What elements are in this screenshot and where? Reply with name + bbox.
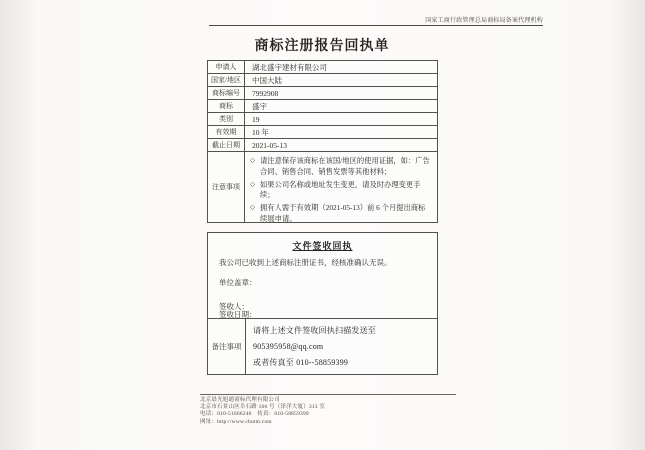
signer-label: 签收人：	[219, 302, 249, 311]
receipt-section-title: 文件签收回执	[292, 241, 353, 251]
row-label: 有效期	[208, 126, 245, 138]
note-item	[250, 203, 431, 224]
header-rule	[209, 25, 543, 26]
table-row-notes	[208, 152, 437, 222]
table-row-class	[208, 113, 437, 126]
note-text: 请注意保存该商标在该国/地区的使用证据，如：广告合同、销售合同、销售发票等其他材料；	[260, 156, 430, 176]
row-label: 截止日期	[208, 139, 245, 151]
row-label: 国家/地区	[208, 74, 245, 86]
notes-list	[245, 152, 437, 222]
row-label: 商标编号	[208, 87, 245, 99]
note-text: 拥有人需于有效期（2021-05-13）前 6 个月提出商标续展申请。	[260, 203, 426, 223]
receipt-statement: 我公司已收到上述商标注册证书，经核准确认无误。	[219, 258, 392, 267]
row-label: 申请人	[208, 61, 245, 73]
row-value: 湖北盛宇建材有限公司	[252, 62, 327, 72]
diamond-bullet-icon: ◇	[250, 180, 255, 188]
footer-address: 北京市石景山区阜石路 166 号（泽洋大厦）313 室	[200, 404, 326, 411]
row-label: 类别	[208, 113, 245, 125]
row-label: 注意事项	[208, 152, 245, 222]
table-row-country	[208, 74, 437, 87]
note-item	[250, 156, 431, 177]
sign-date-label: 签收日期：	[219, 310, 257, 319]
receipt-body	[208, 233, 437, 318]
footer-phone-fax: 电话：010-51666240 传真：010-58859399	[200, 411, 309, 418]
table-row-deadline	[208, 139, 437, 152]
row-value: 7992908	[252, 88, 279, 98]
diamond-bullet-icon: ◇	[250, 204, 255, 211]
row-value: 10 年	[252, 127, 269, 137]
remark-label: 备注事项	[208, 319, 246, 374]
agency-footer	[200, 394, 456, 426]
footer-website: 网址：http://www.chutm.com	[200, 418, 272, 425]
diamond-bullet-icon: ◇	[250, 157, 255, 164]
note-text: 如果公司名称或地址发生变更，请及时办理变更手续；	[260, 179, 421, 199]
page-title: 商标注册报告回执单	[254, 39, 390, 54]
row-value: 2021-05-13	[252, 140, 287, 150]
trademark-info-table	[207, 60, 438, 223]
row-value: 盛宇	[252, 101, 267, 111]
table-row-validity	[208, 126, 437, 139]
table-row-trademark-number	[208, 87, 437, 100]
remark-line-fax: 或者传真至 010--58859399	[253, 358, 349, 367]
row-value: 中国大陆	[252, 75, 282, 85]
remark-row	[208, 318, 437, 374]
receipt-confirmation-box	[207, 232, 438, 375]
header-agency-text: 国家工商行政管理总局商标局备案代理机构	[425, 18, 543, 24]
seal-label: 单位盖章：	[219, 278, 257, 287]
table-row-trademark	[208, 100, 437, 113]
table-row-applicant	[208, 61, 437, 74]
remark-content	[246, 319, 437, 374]
row-value: 19	[252, 114, 260, 124]
remark-line-email: 请将上述文件签收回执扫描发送至 905395958@qq.com	[253, 326, 376, 351]
note-item	[250, 180, 431, 201]
footer-company-name: 北京晨光旭通商标代理有限公司	[200, 397, 280, 403]
row-label: 商标	[208, 100, 245, 112]
